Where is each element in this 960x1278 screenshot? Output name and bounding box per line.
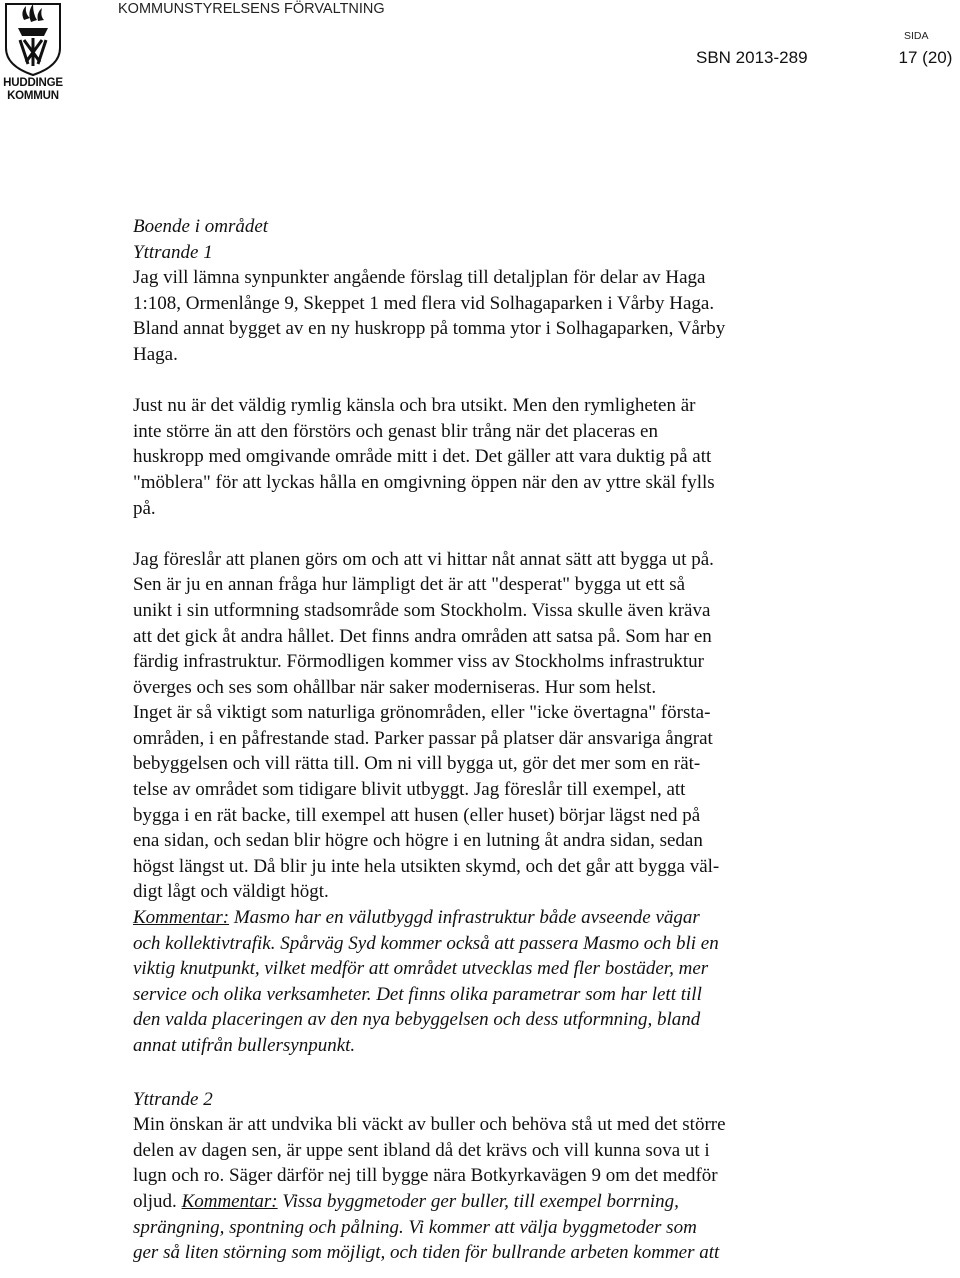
speaker-1-comment <box>133 905 833 1059</box>
municipality-logo <box>0 0 68 108</box>
department-name: KOMMUNSTYRELSENS FÖRVALTNING <box>118 1 385 17</box>
comment-line: annat utifrån bullersynpunkt. <box>133 1035 356 1056</box>
text-line: Inget är så viktigt som naturliga grönområden, eller "icke övertagna" första- <box>133 702 711 724</box>
speaker-1-paragraph-2 <box>133 393 833 521</box>
text-line: områden, i en påfrestande stad. Parker passar på platser där ansvariga ångrat <box>133 727 713 749</box>
text-line: Jag föreslår att planen görs om och att vi hittar nåt annat sätt att bygga ut på. <box>133 548 714 570</box>
document-body <box>133 214 833 1266</box>
text-line: bygga i en rät backe, till exempel att husen (eller huset) börjar lägst ned på <box>133 804 701 826</box>
comment-line <box>133 905 833 931</box>
comment-line <box>133 1189 833 1215</box>
text-line: färdig infrastruktur. Förmodligen kommer viss av Stockholms infrastruktur <box>133 651 704 673</box>
speaker-1-label: Yttrande 1 <box>133 241 213 263</box>
page-number: 17 (20) <box>898 48 953 67</box>
text-line: på. <box>133 497 156 519</box>
text-line: Haga. <box>133 343 178 365</box>
text-line: Sen är ju en annan fråga hur lämpligt det är att "desperat" bygga ut ett så <box>133 574 686 596</box>
logo-wordmark: HUDDINGE KOMMUN <box>3 77 63 102</box>
coat-of-arms-icon <box>0 0 68 78</box>
page-label: SIDA <box>904 30 929 42</box>
comment-line: den valda placeringen av den nya bebyggelsen och dess utformning, bland <box>133 1009 701 1031</box>
comment-line: service och olika verksamheter. Det finns olika parametrar som har lett till <box>133 983 702 1005</box>
text-line: telse av området som tidigare blivit utbyggt. Jag föreslår till exempel, att <box>133 779 686 801</box>
text-line: Bland annat bygget av en ny huskropp på tomma ytor i Solhagaparken, Vårby <box>133 318 726 340</box>
text-line: överges och ses som ohållbar när saker moderniseras. Hur som helst. <box>133 676 657 698</box>
text-line: bebyggelsen och vill rätta till. Om ni vill bygga ut, gör det mer som en rät- <box>133 753 701 775</box>
comment-label: Kommentar: <box>133 907 230 929</box>
text-line: 1:108, Ormenlånge 9, Skeppet 1 med flera vid Solhagaparken i Vårby Haga. <box>133 292 715 314</box>
text-line: högst längst ut. Då blir ju inte hela utsikten skymd, och det går att bygga väl- <box>133 855 720 877</box>
comment-line: ger så liten störning som möjligt, och tiden för bullrande arbeten kommer att <box>133 1242 720 1264</box>
text-line: Jag vill lämna synpunkter angående förslag till detaljplan för delar av Haga <box>133 267 706 289</box>
text-line: delen av dagen sen, är uppe sent ibland då det krävs och vill kunna sova ut i <box>133 1139 710 1161</box>
speaker-2-paragraph <box>133 1112 833 1266</box>
speaker-2-label: Yttrande 2 <box>133 1088 213 1110</box>
speaker-1-paragraph-3 <box>133 547 833 905</box>
text-line: digt lågt och väldigt högt. <box>133 881 329 903</box>
text-line: ena sidan, och sedan blir högre och högre i en lutning åt andra sidan, sedan <box>133 830 703 852</box>
text-line: Min önskan är att undvika bli väckt av buller och behöva stå ut med det större <box>133 1114 726 1136</box>
comment-line: och kollektivtrafik. Spårväg Syd kommer också att passera Masmo och bli en <box>133 932 719 954</box>
reference-row <box>696 48 952 68</box>
speaker-1-paragraph-1 <box>133 265 833 367</box>
text-line: inte större än att den förstörs och genast blir trång när det placeras en <box>133 420 658 442</box>
comment-line: sprängning, spontning och pålning. Vi kommer att välja byggmetoder som <box>133 1216 697 1238</box>
text-fragment: oljud. <box>133 1190 182 1212</box>
text-line: Just nu är det väldig rymlig känsla och bra utsikt. Men den rymligheten är <box>133 395 696 417</box>
section-heading: Boende i området <box>133 216 269 237</box>
text-line: att det gick åt andra hållet. Det finns andra områden att satsa på. Som har en <box>133 625 712 647</box>
document-reference: SBN 2013-289 <box>696 48 808 67</box>
text-line: "möblera" för att lyckas hålla en omgivning öppen när den av yttre skäl fylls <box>133 471 715 493</box>
text-line: lugn och ro. Säger därför nej till bygge nära Botkyrkavägen 9 om det medför <box>133 1165 718 1187</box>
text-line: unikt i sin utformning stadsområde som Stockholm. Vissa skulle även kräva <box>133 599 711 621</box>
text-line: huskropp med omgivande område mitt i det. Det gäller att vara duktig på att <box>133 446 712 468</box>
comment-text: Masmo har en välutbyggd infrastruktur både avseende vägar <box>229 907 700 929</box>
comment-label: Kommentar: <box>181 1190 278 1212</box>
comment-text: Vissa byggmetoder ger buller, till exempel borrning, <box>277 1190 679 1212</box>
comment-line: viktig knutpunkt, vilket medför att området utvecklas med fler bostäder, mer <box>133 958 709 980</box>
